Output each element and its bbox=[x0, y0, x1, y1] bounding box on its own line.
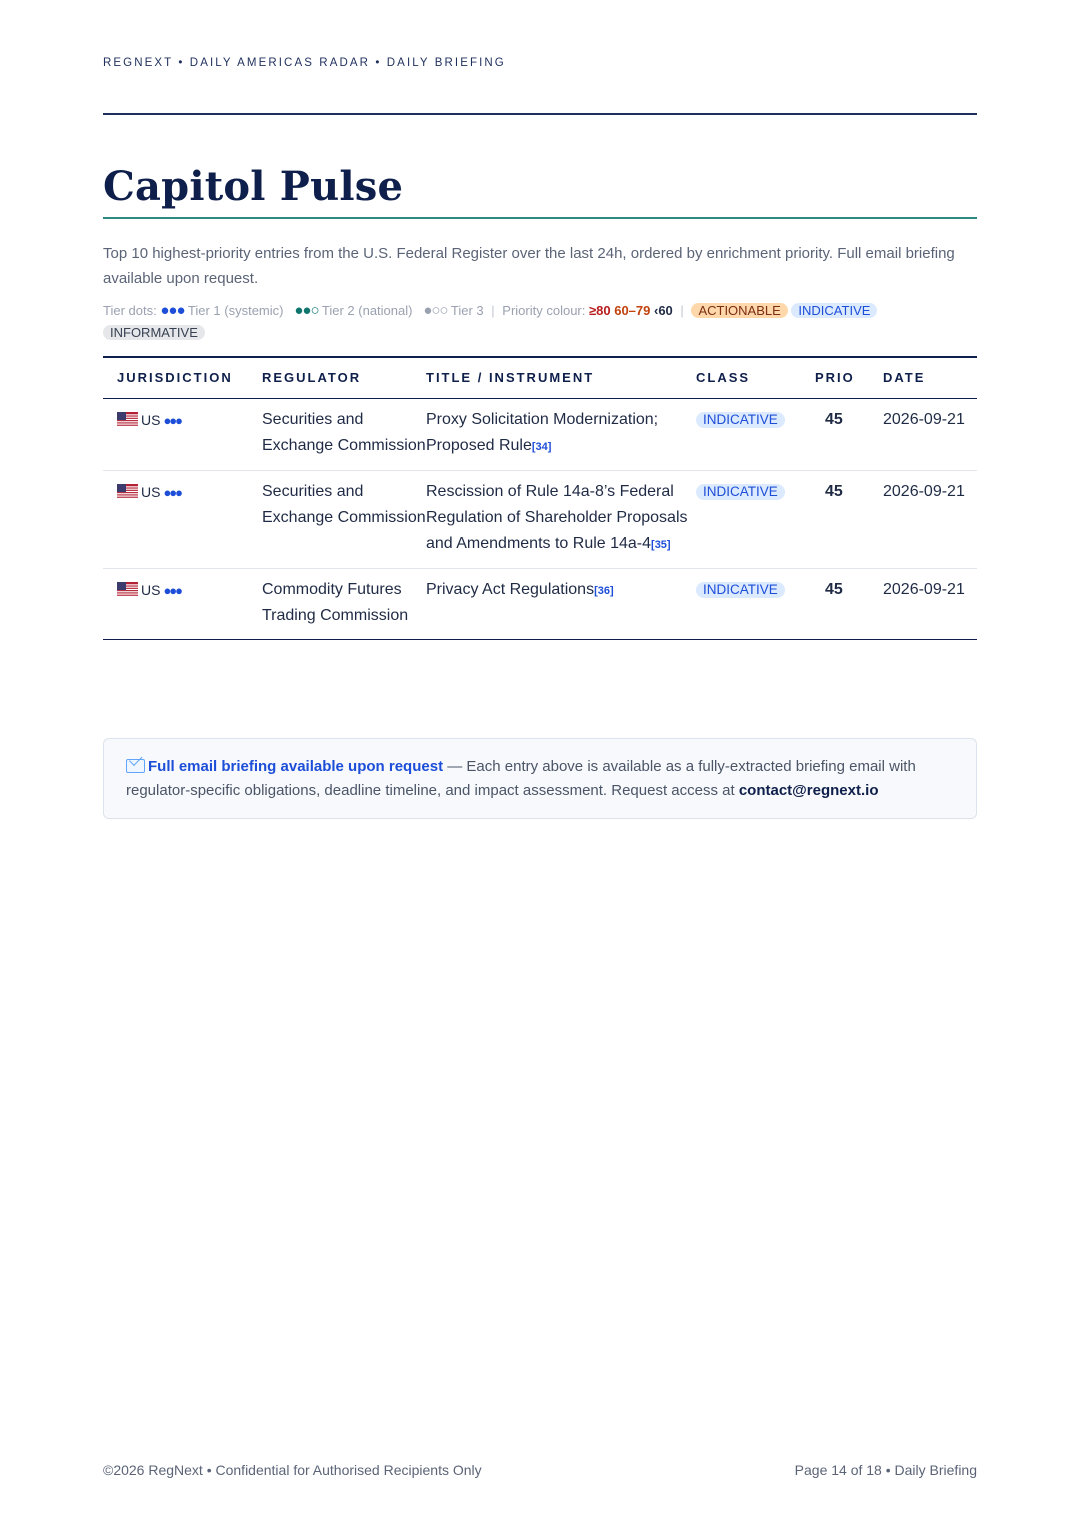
priority-mid: 60–79 bbox=[614, 303, 651, 318]
class-badge: INDICATIVE bbox=[696, 582, 785, 598]
legend-badge-informative: INFORMATIVE bbox=[103, 325, 205, 340]
footer-copyright: ©2026 RegNext • Confidential for Authorised Recipients Only bbox=[103, 1462, 482, 1478]
class-cell bbox=[696, 470, 815, 568]
date-cell: 2026-09-21 bbox=[883, 470, 977, 568]
table-header-row bbox=[103, 357, 977, 398]
instrument-title: Rescission of Rule 14a-8’s Federal Regulation of Shareholder Proposals and Amendments to Rule 14a-4 bbox=[426, 482, 688, 552]
jurisdiction-cell bbox=[103, 398, 262, 470]
date-cell: 2026-09-21 bbox=[883, 568, 977, 639]
tier-dots-icon: ●●● bbox=[163, 484, 182, 500]
title-cell bbox=[426, 470, 696, 568]
class-badge: INDICATIVE bbox=[696, 412, 785, 428]
tier1-dots-icon: ●●● bbox=[160, 302, 185, 319]
header-jurisdiction: JURISDICTION bbox=[103, 357, 262, 398]
tier2-dots-icon: ●●○ bbox=[294, 302, 319, 319]
legend-separator: | bbox=[491, 303, 495, 318]
email-briefing-callout bbox=[103, 738, 977, 819]
title-rule bbox=[103, 217, 977, 219]
regulator-cell: Commodity Futures Trading Commission bbox=[262, 568, 426, 639]
table-row bbox=[103, 470, 977, 568]
contact-email-link[interactable]: contact@regnext.io bbox=[738, 782, 879, 799]
priority-low: ‹60 bbox=[654, 303, 673, 318]
reference-link[interactable]: [36] bbox=[594, 584, 614, 597]
class-badge: INDICATIVE bbox=[696, 484, 785, 500]
instrument-title: Proxy Solicitation Modernization; Proposed Rule bbox=[426, 410, 659, 454]
legend-badge-indicative: INDICATIVE bbox=[791, 303, 877, 318]
reference-link[interactable]: [34] bbox=[531, 440, 552, 453]
priority-cell: 45 bbox=[825, 410, 843, 428]
instrument-title: Privacy Act Regulations bbox=[426, 580, 595, 598]
header-prio: PRIO bbox=[815, 357, 883, 398]
legend-tier1: Tier 1 (systemic) bbox=[187, 303, 284, 318]
date-cell: 2026-09-21 bbox=[883, 410, 965, 428]
jurisdiction-cell bbox=[103, 568, 262, 639]
header-title: TITLE / INSTRUMENT bbox=[426, 357, 696, 398]
jurisdiction-code: US bbox=[141, 581, 161, 598]
legend-tier3: Tier 3 bbox=[450, 303, 484, 318]
legend-separator-2: | bbox=[680, 303, 684, 318]
page bbox=[103, 0, 977, 1528]
jurisdiction-code: US bbox=[141, 483, 161, 500]
page-title: Capitol Pulse bbox=[103, 163, 404, 210]
regulator-cell: Securities and Exchange Commission bbox=[262, 410, 426, 454]
priority-cell: 45 bbox=[815, 470, 883, 568]
class-cell bbox=[696, 398, 815, 470]
header-regulator: REGULATOR bbox=[262, 357, 426, 398]
legend-tier-label: Tier dots: bbox=[103, 303, 157, 318]
legend-badge-actionable: ACTIONABLE bbox=[691, 303, 787, 318]
header-rule bbox=[103, 113, 977, 115]
regulator-cell: Securities and Exchange Commission bbox=[262, 470, 426, 568]
header-class: CLASS bbox=[696, 357, 815, 398]
callout-lead-link[interactable]: Full email briefing available upon request bbox=[148, 758, 444, 775]
title-cell bbox=[426, 398, 696, 470]
jurisdiction-cell bbox=[103, 470, 262, 568]
us-flag-icon bbox=[117, 582, 138, 597]
email-icon bbox=[126, 759, 145, 773]
legend-priority-label: Priority colour: bbox=[502, 303, 586, 318]
priority-high: ≥80 bbox=[588, 303, 611, 318]
title-cell bbox=[426, 568, 696, 639]
legend bbox=[103, 300, 977, 344]
class-cell bbox=[696, 568, 815, 639]
header-date: DATE bbox=[883, 357, 977, 398]
intro-text: Top 10 highest-priority entries from the U.S. Federal Register over the last 24h, ordered by enrichment priority. Full email briefing available upon request. bbox=[103, 245, 955, 287]
entries-table bbox=[103, 356, 977, 640]
footer-page-info: Page 14 of 18 • Daily Briefing bbox=[794, 1462, 977, 1478]
callout-body: — Each entry above is available as a fully-extracted briefing email with regulator-specific obligations, deadline timeline, and impact assessment. Request access at bbox=[126, 758, 916, 799]
table-row bbox=[103, 398, 977, 470]
us-flag-icon bbox=[117, 412, 138, 427]
tier-dots-icon: ●●● bbox=[163, 412, 182, 428]
running-head: REGNEXT • DAILY AMERICAS RADAR • DAILY BRIEFING bbox=[103, 57, 506, 69]
table-row bbox=[103, 568, 977, 639]
tier3-dots-icon: ●○○ bbox=[423, 302, 448, 319]
reference-link[interactable]: [35] bbox=[651, 538, 671, 551]
jurisdiction-code: US bbox=[141, 411, 161, 428]
legend-tier2: Tier 2 (national) bbox=[321, 303, 413, 318]
priority-cell: 45 bbox=[815, 568, 883, 639]
tier-dots-icon: ●●● bbox=[163, 582, 182, 598]
us-flag-icon bbox=[117, 484, 138, 499]
